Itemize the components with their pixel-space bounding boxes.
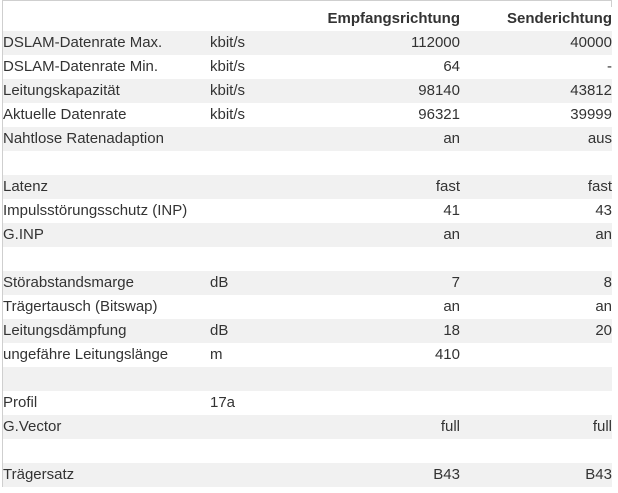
table-row <box>3 463 612 487</box>
row-upstream-value: an <box>595 226 612 243</box>
table-row <box>3 367 612 391</box>
row-downstream-value <box>310 247 460 271</box>
row-label: G.Vector <box>3 418 62 435</box>
row-downstream-value: 98140 <box>418 82 460 99</box>
row-label: Latenz <box>3 178 49 195</box>
header-unit-spacer <box>210 7 310 31</box>
table-row <box>3 103 612 127</box>
row-unit <box>210 151 310 175</box>
row-label <box>3 367 210 391</box>
row-unit: kbit/s <box>210 34 246 51</box>
row-downstream-value: 112000 <box>411 34 460 51</box>
row-label: ungefähre Leitungslänge <box>3 346 169 363</box>
row-unit: kbit/s <box>210 106 246 123</box>
row-unit <box>210 415 310 439</box>
row-upstream-value: fast <box>587 178 612 195</box>
row-label: Profil <box>3 394 38 411</box>
row-downstream-value: 18 <box>443 322 460 339</box>
row-downstream-value: 410 <box>434 346 460 363</box>
row-unit: m <box>210 346 223 363</box>
row-downstream-value: B43 <box>433 466 460 483</box>
row-downstream-value: 7 <box>451 274 460 291</box>
row-unit <box>210 247 310 271</box>
row-upstream-value <box>460 247 612 271</box>
row-downstream-value <box>310 151 460 175</box>
row-label: Leitungsdämpfung <box>3 322 127 339</box>
table-row <box>3 31 612 55</box>
row-label: Störabstandsmarge <box>3 274 134 291</box>
row-unit <box>210 175 310 199</box>
row-upstream-value: - <box>607 58 612 75</box>
row-label <box>3 151 210 175</box>
row-unit: dB <box>210 322 229 339</box>
row-label: Aktuelle Datenrate <box>3 106 127 123</box>
table-row <box>3 439 612 463</box>
row-upstream-value <box>460 391 612 415</box>
row-downstream-value: 64 <box>443 58 460 75</box>
row-unit <box>210 463 310 487</box>
table-row <box>3 175 612 199</box>
row-downstream-value: an <box>443 298 460 315</box>
row-unit <box>210 127 310 151</box>
row-upstream-value <box>460 367 612 391</box>
row-downstream-value <box>310 439 460 463</box>
row-upstream-value: 8 <box>603 274 612 291</box>
row-upstream-value: B43 <box>585 466 612 483</box>
row-label <box>3 247 210 271</box>
row-label: DSLAM-Datenrate Min. <box>3 58 159 75</box>
header-downstream: Empfangsrichtung <box>310 7 460 31</box>
row-unit: kbit/s <box>210 58 246 75</box>
table-row <box>3 271 612 295</box>
table-row <box>3 295 612 319</box>
row-upstream-value: 40000 <box>570 34 612 51</box>
row-downstream-value: an <box>443 130 460 147</box>
row-downstream-value: full <box>440 418 460 435</box>
row-downstream-value: 41 <box>443 202 460 219</box>
row-upstream-value: 43812 <box>570 82 612 99</box>
table-body <box>3 31 612 487</box>
row-downstream-value: fast <box>435 178 460 195</box>
row-label: Impulsstörungsschutz (INP) <box>3 202 188 219</box>
table-row <box>3 55 612 79</box>
table-row <box>3 223 612 247</box>
row-upstream-value: full <box>592 418 612 435</box>
row-upstream-value <box>460 439 612 463</box>
table-header-row <box>3 7 612 31</box>
row-upstream-value: 39999 <box>570 106 612 123</box>
row-label: Trägersatz <box>3 466 75 483</box>
row-upstream-value <box>460 151 612 175</box>
row-downstream-value: 96321 <box>418 106 460 123</box>
header-label-spacer <box>3 7 210 31</box>
row-downstream-value <box>310 367 460 391</box>
header-upstream: Senderichtung <box>460 7 612 31</box>
row-unit <box>210 439 310 463</box>
table-row <box>3 391 612 415</box>
row-upstream-value: aus <box>587 130 612 147</box>
table-row <box>3 319 612 343</box>
row-downstream-value <box>310 391 460 415</box>
row-unit <box>210 295 310 319</box>
row-label: DSLAM-Datenrate Max. <box>3 34 163 51</box>
row-upstream-value: 43 <box>595 202 612 219</box>
row-unit <box>210 199 310 223</box>
table-row <box>3 199 612 223</box>
table-row <box>3 79 612 103</box>
row-label: Leitungskapazität <box>3 82 120 99</box>
table-row <box>3 247 612 271</box>
row-upstream-value: 20 <box>595 322 612 339</box>
table-row <box>3 415 612 439</box>
row-label: Nahtlose Ratenadaption <box>3 130 164 147</box>
row-label: Trägertausch (Bitswap) <box>3 298 158 315</box>
row-unit <box>210 223 310 247</box>
row-label: G.INP <box>3 226 44 243</box>
row-unit: 17a <box>210 394 236 411</box>
dsl-line-table <box>3 7 612 487</box>
row-label <box>3 439 210 463</box>
row-unit: kbit/s <box>210 82 246 99</box>
table-row <box>3 151 612 175</box>
row-upstream-value <box>460 343 612 367</box>
table-row <box>3 127 612 151</box>
row-unit: dB <box>210 274 229 291</box>
row-unit <box>210 367 310 391</box>
row-upstream-value: an <box>595 298 612 315</box>
row-downstream-value: an <box>443 226 460 243</box>
table-row <box>3 343 612 367</box>
